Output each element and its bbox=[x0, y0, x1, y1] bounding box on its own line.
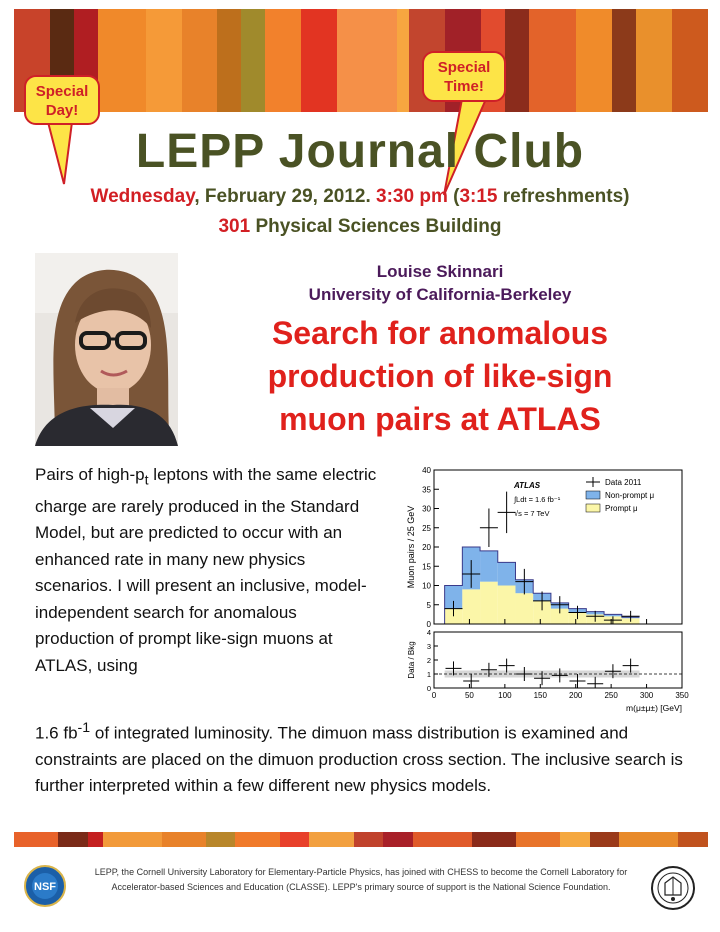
stripe bbox=[619, 832, 678, 847]
abstract-superscript: -1 bbox=[77, 720, 91, 736]
page-title: LEPP Journal Club bbox=[135, 125, 585, 178]
abstract-part-1 bbox=[35, 462, 380, 679]
legend-prompt-swatch bbox=[586, 504, 600, 512]
weekday: Wednesday bbox=[90, 186, 195, 207]
stripe bbox=[337, 9, 397, 112]
x-tick-label: 200 bbox=[569, 691, 583, 700]
cornell-seal-icon bbox=[650, 865, 696, 911]
stripe bbox=[146, 9, 182, 112]
x-tick-label: 250 bbox=[604, 691, 618, 700]
luminosity-label: ∫Ldt = 1.6 fb⁻¹ bbox=[514, 495, 561, 504]
nonprompt-bar bbox=[498, 562, 516, 585]
stripe bbox=[58, 832, 88, 847]
stripe bbox=[241, 9, 265, 112]
special-day-callout: Special Day! bbox=[24, 75, 100, 125]
stripe bbox=[576, 9, 612, 112]
speaker-photo bbox=[35, 253, 178, 446]
abstract-text-c: 1.6 fb bbox=[35, 723, 78, 743]
refreshment-text: refreshments) bbox=[497, 186, 630, 207]
paren-open: ( bbox=[447, 186, 460, 207]
footer-text: LEPP, the Cornell University Laboratory for Elementary-Particle Physics, has joined with CHESS to become the Cornell Laboratory for Accelerator-based Sciences and Education (CLASSE). LEPP's primary source of support is the National Science Foundation. bbox=[94, 867, 628, 892]
legend-data-label: Data 2011 bbox=[605, 478, 642, 487]
legend-prompt-label: Prompt μ bbox=[605, 504, 638, 513]
y-tick-label: 25 bbox=[422, 523, 431, 533]
stripe bbox=[354, 832, 384, 847]
nsf-logo-text: NSF bbox=[34, 881, 56, 893]
stripe bbox=[413, 832, 472, 847]
stripe bbox=[672, 9, 708, 112]
stripe bbox=[529, 9, 577, 112]
nonprompt-bar bbox=[480, 551, 498, 582]
stripe bbox=[206, 832, 236, 847]
stripe bbox=[309, 832, 353, 847]
stripe bbox=[472, 832, 516, 847]
legend-nonprompt-label: Non-prompt μ bbox=[605, 491, 655, 500]
y-tick-label: 20 bbox=[422, 543, 431, 552]
legend-nonprompt-swatch bbox=[586, 491, 600, 499]
stripe bbox=[235, 832, 279, 847]
y-tick-label: 0 bbox=[426, 620, 431, 629]
ratio-y-tick-label: 1 bbox=[426, 670, 431, 679]
ratio-y-tick-label: 4 bbox=[426, 628, 431, 637]
stripe bbox=[397, 9, 409, 112]
x-axis-label: m(μ±μ±) [GeV] bbox=[626, 703, 682, 713]
stripe bbox=[383, 832, 413, 847]
stripe bbox=[590, 832, 620, 847]
bottom-stripe-banner bbox=[14, 832, 708, 847]
abstract-text-a: Pairs of high-p bbox=[35, 465, 145, 484]
abstract-text-b: leptons with the same electric charge are rarely produced in the Standard Model, but are predicted to occur with an enhanced rate in many new physics scenarios. I will present an inclusive, model-independent search for anomalous production of prompt like-sign muons at ATLAS, using bbox=[35, 465, 377, 675]
speaker-affiliation: University of California-Berkeley bbox=[308, 285, 572, 304]
y-tick-label: 5 bbox=[426, 600, 431, 610]
date-time-line bbox=[0, 186, 720, 208]
stripe bbox=[516, 832, 560, 847]
stripe bbox=[162, 832, 206, 847]
x-tick-label: 350 bbox=[675, 691, 689, 700]
nsf-logo-icon bbox=[23, 864, 67, 908]
speaker-name: Louise Skinnari bbox=[376, 262, 504, 281]
ratio-y-tick-label: 3 bbox=[426, 642, 431, 651]
abstract-part-2 bbox=[35, 715, 695, 799]
stripe bbox=[217, 9, 241, 112]
x-tick-label: 0 bbox=[431, 691, 437, 700]
top-stripe-banner bbox=[14, 9, 708, 112]
stripe bbox=[103, 832, 162, 847]
start-time: 3:30 pm bbox=[376, 186, 448, 207]
abstract-text-d: of integrated luminosity. The dimuon mass distribution is examined and constraints are placed on the dimuon production cross section. The inclusive search is further interpreted within a few different new physics models. bbox=[35, 723, 683, 795]
y-tick-label: 10 bbox=[422, 581, 431, 591]
y-tick-label: 35 bbox=[422, 485, 431, 495]
stripe bbox=[265, 9, 301, 112]
location bbox=[0, 216, 720, 238]
talk-title: Search for anomalous production of like-sign muon pairs at ATLAS bbox=[267, 315, 613, 437]
x-tick-label: 50 bbox=[464, 691, 474, 700]
stripe bbox=[280, 832, 310, 847]
x-tick-label: 300 bbox=[639, 691, 654, 700]
stripe bbox=[505, 9, 529, 112]
stripe bbox=[98, 9, 146, 112]
energy-label: √s = 7 TeV bbox=[514, 509, 550, 518]
stripe bbox=[182, 9, 218, 112]
building-name: Physical Sciences Building bbox=[250, 216, 502, 237]
ratio-y-tick-label: 0 bbox=[426, 684, 431, 693]
x-tick-label: 100 bbox=[498, 691, 512, 700]
ratio-axis-label: Data / Bkg bbox=[407, 641, 416, 679]
prompt-bar bbox=[515, 593, 533, 624]
y-tick-label: 30 bbox=[422, 504, 431, 514]
stripe bbox=[612, 9, 636, 112]
stripe bbox=[301, 9, 337, 112]
prompt-bar bbox=[498, 586, 516, 625]
prompt-bar bbox=[480, 582, 498, 624]
refreshment-time: 3:15 bbox=[459, 186, 498, 207]
ratio-y-tick-label: 2 bbox=[426, 656, 431, 665]
stripe bbox=[678, 832, 708, 847]
room-number: 301 bbox=[218, 216, 251, 237]
x-tick-label: 150 bbox=[533, 691, 547, 700]
abstract-subscript: t bbox=[144, 472, 149, 489]
stripe bbox=[560, 832, 590, 847]
y-axis-label: Muon pairs / 25 GeV bbox=[406, 505, 416, 589]
stripe bbox=[14, 832, 58, 847]
stripe bbox=[636, 9, 672, 112]
date: , February 29, 2012. bbox=[194, 186, 377, 207]
prompt-bar bbox=[462, 589, 480, 624]
y-tick-label: 15 bbox=[422, 562, 431, 572]
y-tick-label: 40 bbox=[422, 466, 431, 475]
atlas-label: ATLAS bbox=[514, 481, 541, 490]
stripe bbox=[88, 832, 103, 847]
special-time-callout: Special Time! bbox=[422, 51, 506, 102]
dimuon-mass-plot bbox=[404, 462, 690, 716]
